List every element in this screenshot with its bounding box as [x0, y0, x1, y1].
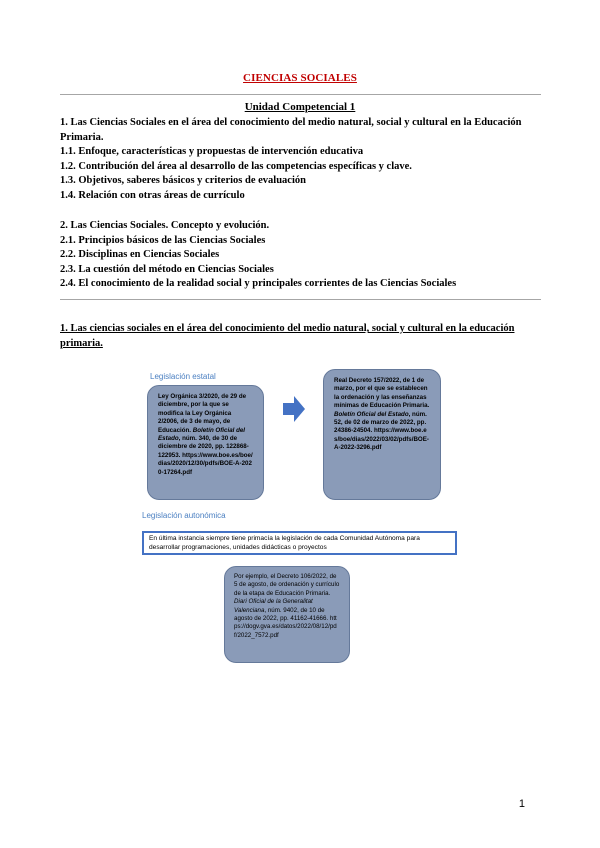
toc-item: 1.1. Enfoque, características y propuestas de intervención educativa — [60, 146, 364, 157]
toc-group-2 — [60, 219, 540, 292]
unit-title: Unidad Competencial 1 — [244, 101, 356, 113]
page-number: 1 — [518, 798, 525, 810]
toc-item: 1.4. Relación con otras áreas de currículo — [60, 189, 245, 201]
toc-item: 2. Las Ciencias Sociales. Concepto y evolución. — [60, 220, 270, 231]
toc-group-1 — [60, 116, 540, 203]
toc-item: 2.3. La cuestión del método en Ciencias Sociales — [60, 263, 274, 275]
toc-item: 1. Las Ciencias Sociales en el área del conocimiento del medio natural, social y cultural en la Educación Primaria. — [60, 117, 522, 143]
document-title: CIENCIAS SOCIALES — [243, 72, 357, 84]
regional-decree-box — [224, 566, 350, 663]
toc-item: 1.3. Objetivos, saberes básicos y criterios de evaluación — [60, 175, 306, 186]
regional-decree-details: , núm. 9402, de 10 de agosto de 2022, pp. 41162-41666. — [234, 606, 329, 623]
regional-decree-url: https://dogv.gva.es/datos/2022/08/12/pdf/2022_7572.pdf — [234, 615, 337, 639]
regional-decree-text: Por ejemplo, el Decreto 106/2022, de 5 de agosto, de ordenación y currículo de la etapa de Educación Primaria. — [234, 573, 340, 597]
decree-url: https://www.boe.es/boe/dias/2022/03/02/pdfs/BOE-A-2022-3296.pdf — [334, 427, 429, 452]
toc-item: 2.4. El conocimiento de la realidad social y principales corrientes de las Ciencias Sociales — [60, 278, 457, 289]
regional-primacy-note: En última instancia siempre tiene primacía la legislación de cada Comunidad Autónoma para desarrollar programaciones, unidades didácticas o proyectos — [142, 531, 457, 555]
state-legislation-caption: Legislación estatal — [150, 372, 216, 381]
gazette-name: Boletín Oficial del Estado — [334, 410, 409, 418]
royal-decree-box — [323, 369, 441, 500]
top-divider — [60, 94, 541, 95]
toc-item: 1.2. Contribución del área al desarrollo de las competencias específicas y clave. — [60, 160, 412, 172]
decree-details: , núm. 52, de 02 de marzo de 2022, pp. 24386-24504. — [334, 410, 427, 435]
decree-text: Real Decreto 157/2022, de 1 de marzo, por el que se establecen la ordenación y las enseñanzas mínimas de Educación Primaria. — [334, 377, 430, 410]
law-url: https://www.boe.es/boe/dias/2020/12/30/pdfs/BOE-A-2020-17264.pdf — [158, 451, 253, 476]
regional-legislation-caption: Legislación autonómica — [142, 511, 226, 520]
state-law-box — [147, 385, 264, 500]
gazette-name: Diari Oficial de la Generalitat Valenciana — [234, 598, 313, 614]
law-text: Ley Orgánica 3/2020, de 29 de diciembre, por la que se modifica la Ley Orgánica 2/2006, de 3 de mayo, de Educación. — [158, 393, 247, 434]
toc-item: 2.1. Principios básicos de las Ciencias Sociales — [60, 234, 266, 246]
section-divider — [60, 299, 541, 300]
section-heading: 1. Las ciencias sociales en el área del conocimiento del medio natural, social y cultural en la educación primaria. — [60, 323, 515, 349]
right-arrow-icon — [283, 396, 305, 422]
gazette-name: Boletín Oficial del Estado — [158, 426, 246, 443]
toc-item: 2.2. Disciplinas en Ciencias Sociales — [60, 249, 220, 260]
law-details: , núm. 340, de 30 de diciembre de 2020, pp. 122868-122953. — [158, 435, 249, 459]
